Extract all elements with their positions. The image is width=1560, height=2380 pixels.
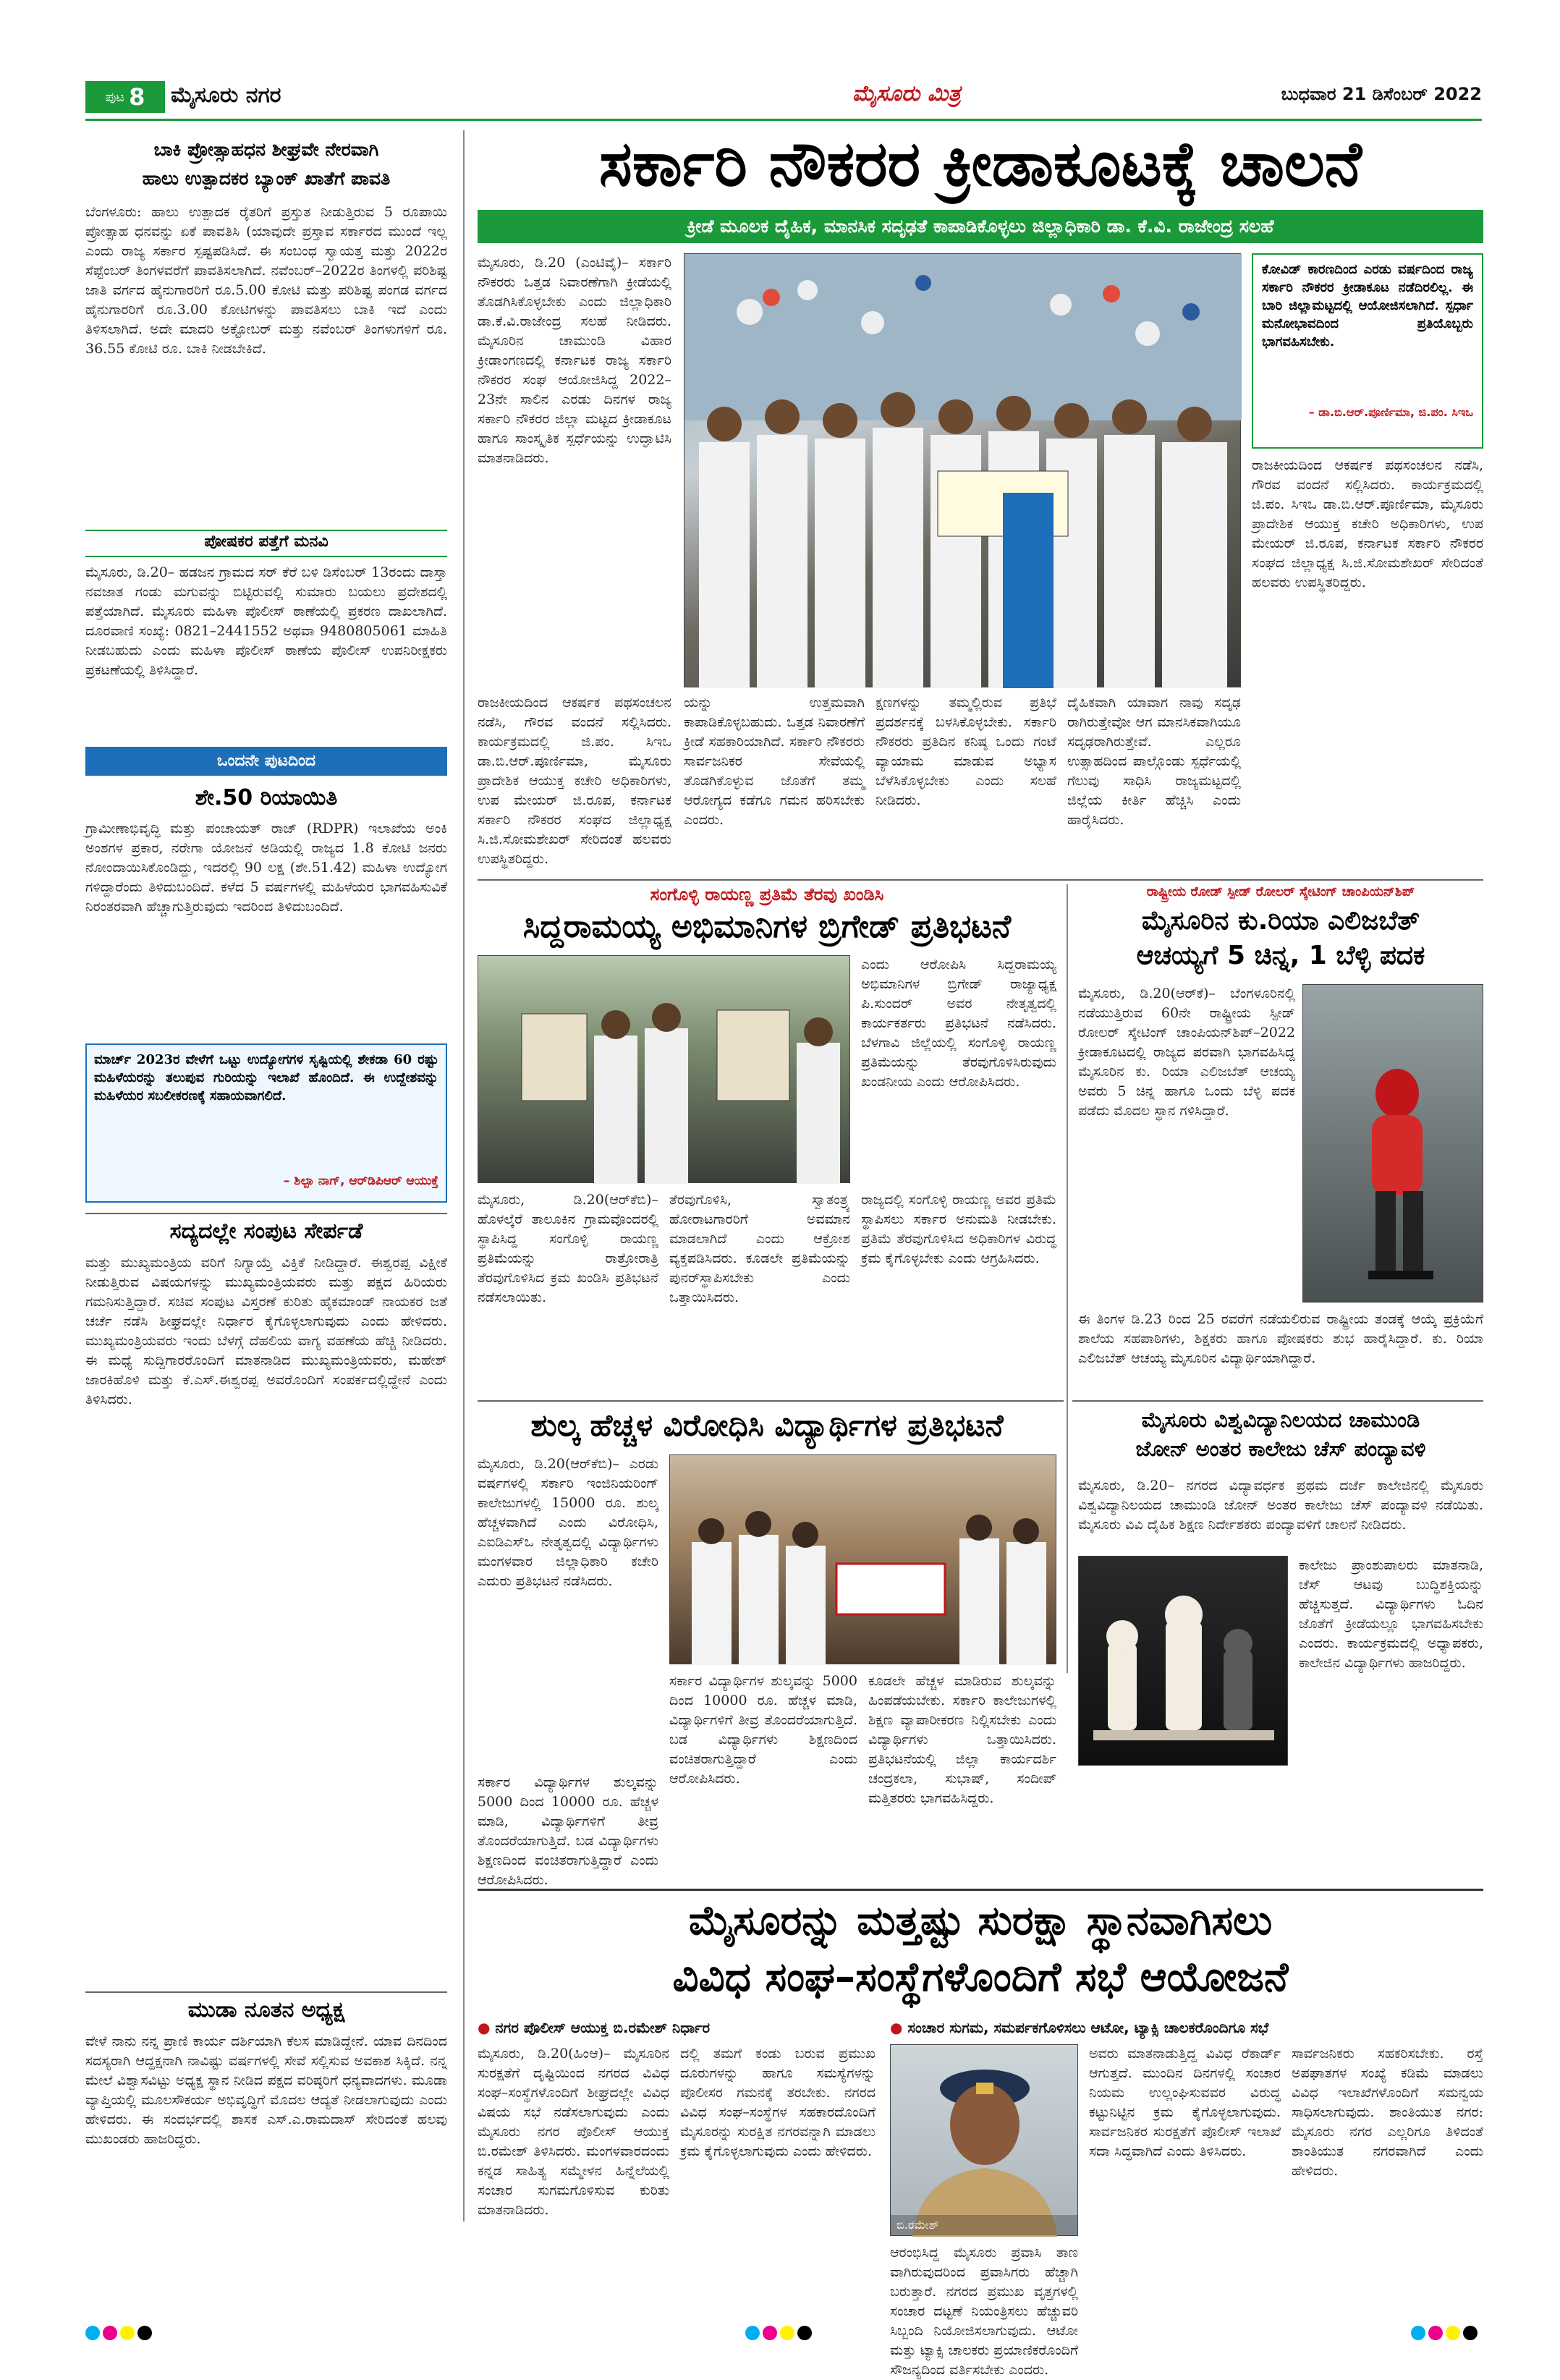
story1-headline-line1: ಬಾಕಿ ಪ್ರೋತ್ಸಾಹಧನ ಶೀಘ್ರವೇ ನೇರವಾಗಿ [153,139,379,160]
skating-bottom-rule [1072,1400,1483,1402]
lead-col-right: ರಾಜಕೀಯದಿಂದ ಆಕರ್ಷಕ ಪಥಸಂಚಲನ ನಡೆಸಿ, ಗೌರವ ವಂದನೆ ಸಲ್ಲಿಸಿದರು. ಕಾರ್ಯಕ್ರಮದಲ್ಲಿ ಜಿ.ಪಂ. ಸಿಇಒ ಡಾ.ಬಿ.ಆರ್.ಪೂರ್ಣಿಮಾ, ಮೈಸೂರು ಪ್ರಾದೇಶಿಕ ಆಯುಕ್ತ ಕಚೇರಿ ಅಧಿಕಾರಿಗಳು, ಉಪ ಮೇಯರ್ ಜಿ.ರೂಪ, ಕರ್ನಾಟಕ ಸರ್ಕಾರಿ ನೌಕರರ ಸಂಘದ ಜಿಲ್ಲಾಧ್ಯಕ್ಷ ಸಿ.ಜಿ.ಸೋಮಶೇಖರ್ ಸೇರಿದಂತೆ ಹಲವರು ಉಪಸ್ಥಿತರಿದ್ದರು. [1252,457,1483,590]
left-column-divider [463,130,465,2222]
chess-headline-line2: ಜೋನ್ ಅಂತರ ಕಾಲೇಜು ಚೆಸ್ ಪಂದ್ಯಾವಳಿ [1135,1436,1426,1461]
page-number: 8 [129,83,145,111]
police-officer-illustration [891,2045,1079,2237]
red-bullet-icon: ● [478,2019,491,2036]
story3-body: ಗ್ರಾಮೀಣಾಭಿವೃದ್ಧಿ ಮತ್ತು ಪಂಚಾಯತ್ ರಾಜ್ (RDPR) ಇಲಾಖೆಯ ಅಂಕಿ ಅಂಶಗಳ ಪ್ರಕಾರ, ನರೇಗಾ ಯೋಜನೆ ಅಡಿಯಲ್ಲಿ ರಾಜ್ಯದ 1.8 ಕೋಟಿ ಜನರು ನೋಂದಾಯಿಸಿಕೊಂಡಿದ್ದು, ಇದರಲ್ಲಿ 90 ಲಕ್ಷ (ಶೇ.51.42) ಮಹಿಳಾ ಉದ್ಯೋಗ ಗಳಿದ್ದಾರೆಂದು ತಿಳಿದುಬಂದಿದೆ. ಕಳೆದ 5 ವರ್ಷಗಳಲ್ಲಿ ಮಹಿಳೆಯರ ಭಾಗವಹಿಸುವಿಕೆ ನಿರಂತರವಾಗಿ ಹೆಚ್ಚಾಗುತ್ತಿರುವುದು ಇದರಿಂದ ತಿಳಿದುಬಂದಿದೆ. [85,821,447,915]
fees-photo-illustration [670,1455,1057,1665]
registration-dot-yellow [1446,2326,1460,2340]
story3-quote-box [85,1043,447,1203]
skating-kicker: ರಾಷ್ಟ್ರೀಯ ರೋಡ್ ಸ್ಪೀಡ್ ರೋಲರ್ ಸ್ಕೇಟಿಂಗ್ ಚಾಂಪಿಯನ್‌ಶಿಪ್ [1146,884,1415,899]
registration-dot-yellow [120,2326,135,2340]
story5-body: ವೇಳೆ ನಾನು ನನ್ನ ಪ್ರಾಣಿ ಕಾರ್ಯ ದರ್ಶಿಯಾಗಿ ಕೆಲಸ ಮಾಡಿದ್ದೇನೆ. ಯಾವ ದಿನದಿಂದ ಸದಸ್ಯರಾಗಿ ಆದ್ದಕ್ಷನಾಗಿ ನಾವಿಷ್ಟು ವರ್ಷಗಳಲ್ಲಿ ಸೇವೆ ಸಲ್ಲಿಸುವ ಅವಕಾಶ ಸಿಕ್ಕಿದೆ. ನನ್ನ ಮೇಲೆ ವಿಶ್ವಾಸವಿಟ್ಟು ಅಧ್ಯಕ್ಷ ಸ್ಥಾನ ನೀಡಿದ ಪಕ್ಷದ ವರಿಷ್ಠರಿಗೆ ಧನ್ಯವಾದಗಳು. ಮೂಡಾ ವ್ಯಾಪ್ತಿಯಲ್ಲಿ ಮೂಲಸೌಕರ್ಯ ಅಭಿವೃದ್ಧಿಗೆ ಮೊದಲ ಆದ್ಯತೆ ನೀಡಲಾಗುವುದು ಎಂದು ಹೇಳಿದರು. ಈ ಸಂದರ್ಭದಲ್ಲಿ ಶಾಸಕ ಎಸ್.ಎ.ರಾಮದಾಸ್ ಸೇರಿದಂತೆ ಹಲವು ಮುಖಂಡರು ಹಾಜರಿದ್ದರು. [85,2033,447,2147]
paper-name: ಮೈಸೂರು ಮಿತ್ರ [852,81,961,106]
registration-dot-yellow [780,2326,794,2340]
police-col2: ದಲ್ಲಿ ತಮಗೆ ಕಂಡು ಬರುವ ಪ್ರಮುಖ ದೂರುಗಳನ್ನು ಹಾಗೂ ಸಮಸ್ಯೆಗಳನ್ನು ಪೊಲೀಸರ ಗಮನಕ್ಕೆ ತರಬೇಕು. ನಗರದ ವಿವಿಧ ಸಂಘ–ಸಂಸ್ಥೆಗಳ ಸಹಕಾರದೊಂದಿಗೆ ಮೈಸೂರನ್ನು ಸುರಕ್ಷಿತ ನಗರವನ್ನಾಗಿ ಮಾಡಲು ಕ್ರಮ ಕೈಗೊಳ್ಳಲಾಗುವುದು ಎಂದು ಹೇಳಿದರು. [680,2046,876,2159]
lead-quote: ಕೋವಿಡ್ ಕಾರಣದಿಂದ ಎರಡು ವರ್ಷದಿಂದ ರಾಜ್ಯ ಸರ್ಕಾರಿ ನೌಕರರ ಕ್ರೀಡಾಕೂಟ ನಡೆದಿರಲಿಲ್ಲ. ಈ ಬಾರಿ ಜಿಲ್ಲಾಮಟ್ಟದಲ್ಲಿ ಆಯೋಜಿಸಲಾಗಿದೆ. ಸ್ಪರ್ಧಾ ಮನೋಭಾವದಿಂದ ಪ್ರತಿಯೊಬ್ಬರು ಭಾಗವಹಿಸಬೇಕು. [1262,262,1473,350]
registration-dot-magenta [1428,2326,1443,2340]
skater-illustration [1303,985,1484,1303]
masthead [85,81,1482,117]
story1-headline-line2: ಹಾಲು ಉತ್ಪಾದಕರ ಬ್ಯಾಂಕ್ ಖಾತೆಗೆ ಪಾವತಿ [142,168,391,189]
lead-photo [684,253,1241,687]
rayanna-photo [478,955,850,1183]
lead-quote-attr: – ಡಾ.ಬಿ.ಆರ್.ಪೂರ್ಣಿಮಾ, ಜಿ.ಪಂ. ಸಿಇಒ [1308,405,1473,419]
rayanna-headline: ಸಿದ್ದರಾಮಯ್ಯ ಅಭಿಮಾನಿಗಳ ಬ್ರಿಗೇಡ್ ಪ್ರತಿಭಟನೆ [522,908,1012,945]
lead-photo-people-illustration [684,254,1242,688]
fees-body2: ಸರ್ಕಾರ ವಿದ್ಯಾರ್ಥಿಗಳ ಶುಲ್ಕವನ್ನು 5000 ದಿಂದ 10000 ರೂ. ಹೆಚ್ಚಳ ಮಾಡಿ, ವಿದ್ಯಾರ್ಥಿಗಳಿಗೆ ತೀವ್ರ ತೊಂದರೆಯಾಗುತ್ತಿದೆ. ಬಡ ವಿದ್ಯಾರ್ಥಿಗಳು ಶಿಕ್ಷಣದಿಂದ ವಂಚಿತರಾಗುತ್ತಿದ್ದಾರೆ ಎಂದು ಆರೋಪಿಸಿದರು. [669,1673,857,1787]
registration-dot-black [1463,2326,1478,2340]
chess-pieces-illustration [1079,1557,1289,1766]
story5-headline: ಮುಡಾ ನೂತನ ಅಧ್ಯಕ್ಷ [187,1997,345,2023]
lead-col1: ಮೈಸೂರು, ಡಿ.20 (ಎಂಟಿವೈ)– ಸರ್ಕಾರಿ ನೌಕರರು ಒತ್ತಡ ನಿವಾರಣೆಗಾಗಿ ಕ್ರೀಡೆಯಲ್ಲಿ ತೊಡಗಿಸಿಕೊಳ್ಳಬೇಕು ಎಂದು ಜಿಲ್ಲಾಧಿಕಾರಿ ಡಾ.ಕೆ.ವಿ.ರಾಜೇಂದ್ರ ಸಲಹೆ ನೀಡಿದರು. ಮೈಸೂರಿನ ಚಾಮುಂಡಿ ವಿಹಾರ ಕ್ರೀಡಾಂಗಣದಲ್ಲಿ ಕರ್ನಾಟಕ ರಾಜ್ಯ ಸರ್ಕಾರಿ ನೌಕರರ ಸಂಘ ಆಯೋಜಿಸಿದ್ದ 2022–23ನೇ ಸಾಲಿನ ಎರಡು ದಿನಗಳ ರಾಜ್ಯ ಸರ್ಕಾರಿ ನೌಕರರ ಜಿಲ್ಲಾ ಮಟ್ಟದ ಕ್ರೀಡಾಕೂಟ ಹಾಗೂ ಸಾಂಸ್ಕೃತಿಕ ಸ್ಪರ್ಧೆಯನ್ನು ಉದ್ಘಾಟಿಸಿ ಮಾತನಾಡಿದರು. [478,255,671,466]
left-column [85,130,447,2222]
registration-dot-cyan [745,2326,760,2340]
lead-quote-box [1252,253,1483,449]
story2-body: ಮೈಸೂರು, ಡಿ.20– ಹಡಜನ ಗ್ರಾಮದ ಸರ್ ಕೆರೆ ಬಳಿ ಡಿಸೆಂಬರ್ 13ರಂದು ದಾಸ್ತಾ ನವಜಾತ ಗಂಡು ಮಗುವನ್ನು ಬಿಟ್ಟಿರುವಲ್ಲಿ ಸುಮಾರು ಬಯಲು ಪ್ರದೇಶದಲ್ಲಿ ಪತ್ತೆಯಾಗಿದೆ. ಮೈಸೂರು ಮಹಿಳಾ ಪೊಲೀಸ್ ಠಾಣೆಯಲ್ಲಿ ಪ್ರಕರಣ ದಾಖಲಾಗಿದೆ. ದೂರವಾಣಿ ಸಂಖ್ಯೆ: 0821–2441552 ಅಥವಾ 9480805061 ಮಾಹಿತಿ ನೀಡಬಹುದು ಎಂದು ಮಹಿಳಾ ಪೊಲೀಸ್ ಠಾಣೆಯ ಪೊಲೀಸ್ ಉಪನಿರೀಕ್ಷಕರು ಪ್ರಕಟಣೆಯಲ್ಲಿ ತಿಳಿಸಿದ್ದಾರೆ. [85,564,447,678]
rayanna-body3: ತೆರವುಗೊಳಿಸಿ, ಸ್ವಾತಂತ್ರ್ಯ ಹೋರಾಟಗಾರರಿಗೆ ಅವಮಾನ ಮಾಡಲಾಗಿದೆ ಎಂದು ಆಕ್ರೋಶ ವ್ಯಕ್ತಪಡಿಸಿದರು. ಕೂಡಲೇ ಪ್ರತಿಮೆಯನ್ನು ಪುನರ್‌ಸ್ಥಾಪಿಸಬೇಕು ಎಂದು ಒತ್ತಾಯಿಸಿದರು. [669,1192,850,1305]
police-photo-caption: ಬಿ.ರಮೇಶ್ [891,2215,1077,2235]
continued-bar: ಒಂದನೇ ಪುಟದಿಂದ [85,747,447,776]
registration-dot-black [137,2326,152,2340]
skating-photo [1302,984,1483,1303]
story1-body: ಬೆಂಗಳೂರು: ಹಾಲು ಉತ್ಪಾದಕ ರೈತರಿಗೆ ಪ್ರಸ್ತುತ ನೀಡುತ್ತಿರುವ 5 ರೂಪಾಯಿ ಪ್ರೋತ್ಸಾಹ ಧನವನ್ನು ಏಕೆ ಪಾವತಿಸಿ (ಯಾವುದೇ ಪ್ರಸ್ತಾವ ಸರ್ಕಾರದ ಮುಂದೆ ಇಲ್ಲ ಎಂದು ರಾಜ್ಯ ಸರ್ಕಾರ ಸ್ಪಷ್ಟಪಡಿಸಿದೆ. ಈ ಸಂಬಂಧ ಸ್ವಾಯತ್ತ ಮತ್ತು 2022ರ ಸೆಪ್ಟೆಂಬರ್ ತಿಂಗಳವರೆಗೆ ಪಾವತಿಸಲಾಗಿದೆ. ನವೆಂಬರ್–2022ರ ತಿಂಗಳಲ್ಲಿ ಪರಿಶಿಷ್ಟ ಜಾತಿ ವರ್ಗದ ಹೈನುಗಾರರಿಗೆ ರೂ.5.00 ಕೋಟಿ ಮತ್ತು ಪರಿಶಿಷ್ಟ ಪಂಗಡ ವರ್ಗದ ಹೈನುಗಾರರಿಗೆ ರೂ.3.00 ಕೋಟಿಗಳನ್ನು ಪಾವತಿಸಲು ಬಾಕಿ ಇದೆ ಎಂದು ತಿಳಿಸಲಾಗಿದೆ. ಅದೇ ಮಾದರಿ ಅಕ್ಟೋಬರ್ ಮತ್ತು ನವೆಂಬರ್ ತಿಂಗಳುಗಳಿಗೆ ರೂ. 36.55 ಕೋಟಿ ರೂ. ಬಾಕಿ ನೀಡಬೇಕಿದೆ. [85,204,447,357]
story2-headline: ಪೋಷಕರ ಪತ್ತೆಗೆ ಮನವಿ [204,533,328,551]
story3-headline: ಶೇ.50 ರಿಯಾಯಿತಿ [195,785,338,810]
rayanna-kicker: ಸಂಗೊಳ್ಳಿ ರಾಯಣ್ಣ ಪ್ರತಿಮೆ ತೆರವು ಖಂಡಿಸಿ [650,884,884,905]
skating-headline-line1: ಮೈಸೂರಿನ ಕು.ರಿಯಾ ಎಲಿಜಬೆತ್ [1141,906,1420,936]
police-col3: ಆರಂಭಿಸಿದ್ದ ಮೈಸೂರು ಪ್ರವಾಸಿ ತಾಣ ವಾಗಿರುವುದರಿಂದ ಪ್ರವಾಸಿಗರು ಹೆಚ್ಚಾಗಿ ಬರುತ್ತಾರೆ. ನಗರದ ಪ್ರಮುಖ ವೃತ್ತಗಳಲ್ಲಿ ಸಂಚಾರ ದಟ್ಟಣೆ ನಿಯಂತ್ರಿಸಲು ಹೆಚ್ಚುವರಿ ಸಿಬ್ಬಂದಿ ನಿಯೋಜಿಸಲಾಗುವುದು. ಆಟೋ ಮತ್ತು ಟ್ಯಾಕ್ಸಿ ಚಾಲಕರು ಪ್ರಯಾಣಿಕರೊಂದಿಗೆ ಸೌಜನ್ಯದಿಂದ ವರ್ತಿಸಬೇಕು ಎಂದರು. [890,2245,1078,2378]
lead-col-bottom-3: ದೈಹಿಕವಾಗಿ ಯಾವಾಗ ನಾವು ಸದೃಢ ರಾಗಿರುತ್ತೇವೋ ಆಗ ಮಾನಸಿಕವಾಗಿಯೂ ಸದೃಢರಾಗಿರುತ್ತೇವೆ. ಎಲ್ಲರೂ ಉತ್ಸಾಹದಿಂದ ಪಾಲ್ಗೊಂಡು ಸ್ಪರ್ಧೆಯಲ್ಲಿ ಗೆಲುವು ಸಾಧಿಸಿ ರಾಜ್ಯಮಟ್ಟದಲ್ಲಿ ಜಿಲ್ಲೆಯ ಕೀರ್ತಿ ಹೆಚ್ಚಿಸಿ ಎಂದು ಹಾರೈಸಿದರು. [1067,695,1241,828]
rayanna-photo-illustration [478,956,851,1184]
rayanna-bottom-rule [478,1400,1064,1402]
section-title: ಮೈಸೂರು ನಗರ [171,82,281,108]
police-col4: ಅವರು ಮಾತನಾಡುತ್ತಿದ್ದ ವಿವಿಧ ರೆಕಾರ್ಡ್ ಆಗುತ್ತದೆ. ಮುಂದಿನ ದಿನಗಳಲ್ಲಿ ಸಂಚಾರ ನಿಯಮ ಉಲ್ಲಂಘಿಸುವವರ ವಿರುದ್ಧ ಕಟ್ಟುನಿಟ್ಟಿನ ಕ್ರಮ ಕೈಗೊಳ್ಳಲಾಗುವುದು. ಸಾರ್ವಜನಿಕರ ಸುರಕ್ಷತೆಗೆ ಪೊಲೀಸ್ ಇಲಾಖೆ ಸದಾ ಸಿದ್ಧವಾಗಿದೆ ಎಂದು ತಿಳಿಸಿದರು. [1089,2046,1281,2159]
chess-headline-line1: ಮೈಸೂರು ವಿಶ್ವವಿದ್ಯಾನಿಲಯದ ಚಾಮುಂಡಿ [1141,1407,1420,1432]
rayanna-body1: ಎಂದು ಆರೋಪಿಸಿ ಸಿದ್ದರಾಮಯ್ಯ ಅಭಿಮಾನಿಗಳ ಬ್ರಿಗೇಡ್ ರಾಜ್ಯಾಧ್ಯಕ್ಷ ಪಿ.ಸುಂದರ್ ಅವರ ನೇತೃತ್ವದಲ್ಲಿ ಕಾರ್ಯಕರ್ತರು ಪ್ರತಿಭಟನೆ ನಡೆಸಿದರು. ಬೆಳಗಾವಿ ಜಿಲ್ಲೆಯಲ್ಲಿ ಸಂಗೊಳ್ಳಿ ರಾಯಣ್ಣ ಪ್ರತಿಮೆಯನ್ನು ತೆರವುಗೊಳಿಸಿರುವುದು ಖಂಡನೀಯ ಎಂದು ಆರೋಪಿಸಿದರು. [861,957,1056,1090]
story3-quote: ಮಾರ್ಚ್ 2023ರ ವೇಳೆಗೆ ಒಟ್ಟು ಉದ್ಯೋಗಗಳ ಸೃಷ್ಟಿಯಲ್ಲಿ ಶೇಕಡಾ 60 ರಷ್ಟು ಮಹಿಳೆಯರನ್ನು ತಲುಪುವ ಗುರಿಯನ್ನು ಇಲಾಖೆ ಹೊಂದಿದೆ. ಈ ಉದ್ದೇಶವನ್ನು ಮಹಿಳೆಯರ ಸಬಲೀಕರಣಕ್ಕೆ ಸಹಾಯವಾಗಲಿದೆ. [94,1052,438,1104]
police-kicker-2 [890,2019,1483,2036]
story3-quote-attr: – ಶಿಲ್ಪಾ ನಾಗ್, ಆರ್‌ಡಿಪಿಆರ್ ಆಯುಕ್ತೆ [283,1174,438,1188]
rayanna-body4: ರಾಜ್ಯದಲ್ಲಿ ಸಂಗೊಳ್ಳಿ ರಾಯಣ್ಣ ಅವರ ಪ್ರತಿಮೆ ಸ್ಥಾಪಿಸಲು ಸರ್ಕಾರ ಅನುಮತಿ ನೀಡಬೇಕು. ಪ್ರತಿಮೆ ತೆರವುಗೊಳಿಸಿದ ಅಧಿಕಾರಿಗಳ ವಿರುದ್ಧ ಕ್ರಮ ಕೈಗೊಳ್ಳಬೇಕು ಎಂದು ಆಗ್ರಹಿಸಿದರು. [861,1192,1056,1266]
lead-col1-cont: ರಾಜಕೀಯದಿಂದ ಆಕರ್ಷಕ ಪಥಸಂಚಲನ ನಡೆಸಿ, ಗೌರವ ವಂದನೆ ಸಲ್ಲಿಸಿದರು. ಕಾರ್ಯಕ್ರಮದಲ್ಲಿ ಜಿ.ಪಂ. ಸಿಇಒ ಡಾ.ಬಿ.ಆರ್.ಪೂರ್ಣಿಮಾ, ಮೈಸೂರು ಪ್ರಾದೇಶಿಕ ಆಯುಕ್ತ ಕಚೇರಿ ಅಧಿಕಾರಿಗಳು, ಉಪ ಮೇಯರ್ ಜಿ.ರೂಪ, ಕರ್ನಾಟಕ ಸರ್ಕಾರಿ ನೌಕರರ ಸಂಘದ ಜಿಲ್ಲಾಧ್ಯಕ್ಷ ಸಿ.ಜಿ.ಸೋಮಶೇಖರ್ ಸೇರಿದಂತೆ ಹಲವರು ಉಪಸ್ಥಿತರಿದ್ದರು. [478,695,671,867]
police-top-rule [478,1889,1483,1891]
registration-dot-cyan [1411,2326,1425,2340]
lead-headline: ಸರ್ಕಾರಿ ನೌಕರರ ಕ್ರೀಡಾಕೂಟಕ್ಕೆ ಚಾಲನೆ [599,128,1362,200]
story5-top-rule [85,1991,447,1993]
police-kicker-1 [478,2019,883,2036]
police-headline-line1: ಮೈಸೂರನ್ನು ಮತ್ತಷ್ಟು ಸುರಕ್ಷಾ ಸ್ಥಾನವಾಗಿಸಲು [688,1897,1273,1944]
police-col1: ಮೈಸೂರು, ಡಿ.20(ಹಿಂಆ)– ಮೈಸೂರಿನ ಸುರಕ್ಷತೆಗೆ ದೃಷ್ಟಿಯಿಂದ ನಗರದ ವಿವಿಧ ಸಂಘ–ಸಂಸ್ಥೆಗಳೊಂದಿಗೆ ಶೀಘ್ರದಲ್ಲೇ ವಿವಿಧ ವಿಷಯ ಸಭೆ ನಡೆಸಲಾಗುವುದು ಎಂದು ಮೈಸೂರು ನಗರ ಪೊಲೀಸ್ ಆಯುಕ್ತ ಬಿ.ರಮೇಶ್ ತಿಳಿಸಿದರು. ಮಂಗಳವಾರದಂದು ಕನ್ನಡ ಸಾಹಿತ್ಯ ಸಮ್ಮೇಳನ ಹಿನ್ನೆಲೆಯಲ್ಲಿ ಸಂಚಾರ ಸುಗಮಗೊಳಿಸುವ ಕುರಿತು ಮಾತನಾಡಿದರು. [478,2046,669,2218]
rayanna-body2: ಮೈಸೂರು, ಡಿ.20(ಆರ್‌ಕೆಬಿ)– ಹೊಳಲ್ಕೆರೆ ತಾಲೂಕಿನ ಗ್ರಾಮವೊಂದರಲ್ಲಿ ಸ್ಥಾಪಿಸಿದ್ದ ಸಂಗೊಳ್ಳಿ ರಾಯಣ್ಣ ಪ್ರತಿಮೆಯನ್ನು ರಾತ್ರೋರಾತ್ರಿ ತೆರವುಗೊಳಿಸಿದ ಕ್ರಮ ಖಂಡಿಸಿ ಪ್ರತಿಭಟನೆ ನಡೆಸಲಾಯಿತು. [478,1192,658,1305]
story4-headline: ಸದ್ಯದಲ್ಲೇ ಸಂಪುಟ ಸೇರ್ಪಡೆ [169,1219,363,1244]
skating-body2: ಈ ತಿಂಗಳ ಡಿ.23 ರಿಂದ 25 ರವರೆಗೆ ನಡೆಯಲಿರುವ ರಾಷ್ಟ್ರೀಯ ತಂಡಕ್ಕೆ ಆಯ್ಕೆ ಪ್ರಕ್ರಿಯೆಗೆ ಶಾಲೆಯ ಸಹಪಾಠಿಗಳು, ಶಿಕ್ಷಕರು ಹಾಗೂ ಪೋಷಕರು ಶುಭ ಹಾರೈಸಿದ್ದಾರೆ. ಕು. ರಿಯಾ ಎಲಿಜಬೆತ್ ಆಚಯ್ಯ ಮೈಸೂರಿನ ವಿದ್ಯಾರ್ಥಿಯಾಗಿದ್ದಾರೆ. [1078,1311,1483,1366]
police-col5: ಸಾರ್ವಜನಿಕರು ಸಹಕರಿಸಬೇಕು. ರಸ್ತೆ ಅಪಘಾತಗಳ ಸಂಖ್ಯೆ ಕಡಿಮೆ ಮಾಡಲು ವಿವಿಧ ಇಲಾಖೆಗಳೊಂದಿಗೆ ಸಮನ್ವಯ ಸಾಧಿಸಲಾಗುವುದು. ಶಾಂತಿಯುತ ನಗರ: ಮೈಸೂರು ನಗರ ಎಲ್ಲರಿಗೂ ತಿಳಿದಂತೆ ಶಾಂತಿಯುತ ನಗರವಾಗಿದೆ ಎಂದು ಹೇಳಿದರು. [1292,2046,1483,2179]
chess-body2: ಕಾಲೇಜು ಪ್ರಾಂಶುಪಾಲರು ಮಾತನಾಡಿ, ಚೆಸ್ ಆಟವು ಬುದ್ಧಿಶಕ್ತಿಯನ್ನು ಹೆಚ್ಚಿಸುತ್ತದೆ. ವಿದ್ಯಾರ್ಥಿಗಳು ಓದಿನ ಜೊತೆಗೆ ಕ್ರೀಡೆಯಲ್ಲೂ ಭಾಗವಹಿಸಬೇಕು ಎಂದರು. ಕಾರ್ಯಕ್ರಮದಲ್ಲಿ ಅಧ್ಯಾಪಕರು, ಕಾಲೇಜಿನ ವಿದ್ಯಾರ್ಥಿಗಳು ಹಾಜರಿದ್ದರು. [1299,1557,1483,1671]
chess-body1: ಮೈಸೂರು, ಡಿ.20– ನಗರದ ವಿದ್ಯಾವರ್ಧಕ ಪ್ರಥಮ ದರ್ಜೆ ಕಾಲೇಜಿನಲ್ಲಿ ಮೈಸೂರು ವಿಶ್ವವಿದ್ಯಾನಿಲಯದ ಚಾಮುಂಡಿ ಜೋನ್ ಅಂತರ ಕಾಲೇಜು ಚೆಸ್ ಪಂದ್ಯಾವಳಿ ನಡೆಯಿತು. ಮೈಸೂರು ವಿವಿ ದೈಹಿಕ ಶಿಕ್ಷಣ ನಿರ್ದೇಶಕರು ಪಂದ್ಯಾವಳಿಗೆ ಚಾಲನೆ ನೀಡಿದರು. [1078,1478,1483,1533]
story4-top-rule [85,1213,447,1214]
fees-photo [669,1454,1056,1664]
skating-headline-line2: ಆಚಯ್ಯಗೆ 5 ಚಿನ್ನ, 1 ಬೆಳ್ಳಿ ಪದಕ [1136,941,1425,970]
lead-col-bottom-2: ಕ್ಷಣಗಳನ್ನು ತಮ್ಮಲ್ಲಿರುವ ಪ್ರತಿಭೆ ಪ್ರದರ್ಶನಕ್ಕೆ ಬಳಸಿಕೊಳ್ಳಬೇಕು. ಸರ್ಕಾರಿ ನೌಕರರು ಪ್ರತಿದಿನ ಕನಿಷ್ಠ ಒಂದು ಗಂಟೆ ವ್ಯಾಯಾಮ ಮಾಡುವ ಅಭ್ಯಾಸ ಬೆಳೆಸಿಕೊಳ್ಳಬೇಕು ಎಂದು ಸಲಹೆ ನೀಡಿದರು. [876,695,1056,808]
fees-body1-cont: ಸರ್ಕಾರ ವಿದ್ಯಾರ್ಥಿಗಳ ಶುಲ್ಕವನ್ನು 5000 ದಿಂದ 10000 ರೂ. ಹೆಚ್ಚಳ ಮಾಡಿ, ವಿದ್ಯಾರ್ಥಿಗಳಿಗೆ ತೀವ್ರ ತೊಂದರೆಯಾಗುತ್ತಿದೆ. ಬಡ ವಿದ್ಯಾರ್ಥಿಗಳು ಶಿಕ್ಷಣದಿಂದ ವಂಚಿತರಾಗುತ್ತಿದ್ದಾರೆ ಎಂದು ಆರೋಪಿಸಿದರು. [478,1774,658,1888]
police-commissioner-photo [890,2044,1078,2236]
story4-body: ಮತ್ತು ಮುಖ್ಯಮಂತ್ರಿಯ ವರಿಗೆ ನಿಗ್ಯಾಯ್ತೆ ವಿಕ್ತಿಕೆ ನೀಡಿದ್ದಾರೆ. ಈಶ್ವರಪ್ಪ ವಿಕ್ಷೀಕೆ ನೀಡುತ್ತಿರುವ ವಿಷಯಗಳನ್ನು ಮುಖ್ಯಮಂತ್ರಿಯವರು ಮತ್ತು ಪಕ್ಷದ ಹಿರಿಯರು ಗಮನಿಸುತ್ತಿದ್ದಾರೆ. ಸಚಿವ ಸಂಪುಟ ವಿಸ್ತರಣೆ ಕುರಿತು ಹೈಕಮಾಂಡ್ ನಾಯಕರ ಜತೆ ಚರ್ಚೆ ನಡೆಸಿ ಶೀಘ್ರದಲ್ಲೇ ನಿರ್ಧಾರ ಕೈಗೊಳ್ಳಲಾಗುವುದು ಎಂದು ಹೇಳಿದರು. ಮುಖ್ಯಮಂತ್ರಿಯವರು ಇಂದು ಬೆಳಗ್ಗೆ ದೆಹಲಿಯ ವಾಗ್ಯ ವಹಣೆಯ ಹೆಚ್ಚಿ ನೀಡಿದರು. ಈ ಮಧ್ಯೆ ಸುದ್ದಿಗಾರರೊಂದಿಗೆ ಮಾತನಾಡಿದ ಮುಖ್ಯಮಂತ್ರಿಯವರು, ಮಹೇಶ್ ಜಾರಕಿಹೊಳಿ ಮತ್ತು ಕೆ.ಎಸ್.ಈಶ್ವರಪ್ಪ ಅವರೊಂದಿಗೆ ಸಂಪರ್ಕದಲ್ಲಿದ್ದೇನೆ ಎಂದು ತಿಳಿಸಿದರು. [85,1255,447,1407]
issue-date: ಬುಧವಾರ 21 ಡಿಸೆಂಬರ್ 2022 [1281,84,1482,104]
registration-dot-cyan [85,2326,100,2340]
fees-headline: ಶುಲ್ಕ ಹೆಚ್ಚಳ ವಿರೋಧಿಸಿ ವಿದ್ಯಾರ್ಥಿಗಳ ಪ್ರತಿಭಟನೆ [530,1407,1004,1443]
lead-col-bottom-1: ಯನ್ನು ಉತ್ತಮವಾಗಿ ಕಾಪಾಡಿಕೊಳ್ಳಬಹುದು. ಒತ್ತಡ ನಿವಾರಣೆಗೆ ಕ್ರೀಡೆ ಸಹಕಾರಿಯಾಗಿದೆ. ಸರ್ಕಾರಿ ನೌಕರರು ಸಾರ್ವಜನಿಕರ ಸೇವೆಯಲ್ಲಿ ತೊಡಗಿಕೊಳ್ಳುವ ಜೊತೆಗೆ ತಮ್ಮ ಆರೋಗ್ಯದ ಕಡೆಗೂ ಗಮನ ಹರಿಸಬೇಕು ಎಂದರು. [684,695,865,828]
registration-dot-magenta [103,2326,117,2340]
masthead-rule [85,119,1482,121]
police-kicker-2-text: ಸಂಚಾರ ಸುಗಮ, ಸಮರ್ಪಕಗೊಳಿಸಲು ಆಟೋ, ಟ್ಯಾಕ್ಸಿ ಚಾಲಕರೊಂದಿಗೂ ಸಭೆ [907,2019,1269,2036]
registration-dot-black [797,2326,812,2340]
police-headline-line2: ವಿವಿಧ ಸಂಘ–ಸಂಸ್ಥೆಗಳೊಂದಿಗೆ ಸಭೆ ಆಯೋಜನೆ [672,1954,1289,2001]
police-kicker-1-text: ನಗರ ಪೊಲೀಸ್ ಆಯುಕ್ತ ಬಿ.ರಮೇಶ್ ನಿರ್ಧಾರ [495,2019,711,2036]
fees-body1: ಮೈಸೂರು, ಡಿ.20(ಆರ್‌ಕೆಬಿ)– ಎರಡು ವರ್ಷಗಳಲ್ಲಿ ಸರ್ಕಾರಿ ಇಂಜಿನಿಯರಿಂಗ್ ಕಾಲೇಜುಗಳಲ್ಲಿ 15000 ರೂ. ಶುಲ್ಕ ಹೆಚ್ಚಳವಾಗಿದೆ ಎಂದು ವಿರೋಧಿಸಿ, ಎಐಡಿಎಸ್‌ಒ ನೇತೃತ್ವದಲ್ಲಿ ವಿದ್ಯಾರ್ಥಿಗಳು ಮಂಗಳವಾರ ಜಿಲ್ಲಾಧಿಕಾರಿ ಕಚೇರಿ ಎದುರು ಪ್ರತಿಭಟನೆ ನಡೆಸಿದರು. [478,1456,658,1589]
mid-divider [1067,884,1068,1673]
chess-photo [1078,1556,1288,1766]
lead-subhead: ಕ್ರೀಡೆ ಮೂಲಕ ದೈಹಿಕ, ಮಾನಸಿಕ ಸದೃಢತೆ ಕಾಪಾಡಿಕೊಳ್ಳಲು ಜಿಲ್ಲಾಧಿಕಾರಿ ಡಾ. ಕೆ.ವಿ. ರಾಜೇಂದ್ರ ಸಲಹೆ [478,210,1483,243]
skating-body1: ಮೈಸೂರು, ಡಿ.20(ಆರ್‌ಕೆ)– ಬೆಂಗಳೂರಿನಲ್ಲಿ ನಡೆಯುತ್ತಿರುವ 60ನೇ ರಾಷ್ಟ್ರೀಯ ಸ್ಪೀಡ್ ರೋಲರ್ ಸ್ಕೇಟಿಂಗ್ ಚಾಂಪಿಯನ್‌ಶಿಪ್–2022 ಕ್ರೀಡಾಕೂಟದಲ್ಲಿ ರಾಜ್ಯದ ಪರವಾಗಿ ಭಾಗವಹಿಸಿದ್ದ ಮೈಸೂರಿನ ಕು. ರಿಯಾ ಎಲಿಜಬೆತ್ ಆಚಯ್ಯ ಅವರು 5 ಚಿನ್ನ ಹಾಗೂ ಒಂದು ಬೆಳ್ಳಿ ಪದಕ ಪಡೆದು ಮೊದಲ ಸ್ಥಾನ ಗಳಿಸಿದ್ದಾರೆ. [1078,986,1295,1119]
page-label-box [85,81,165,113]
page-label: ಪುಟ [105,89,125,105]
fees-body3: ಕೂಡಲೇ ಹೆಚ್ಚಳ ಮಾಡಿರುವ ಶುಲ್ಕವನ್ನು ಹಿಂಪಡೆಯಬೇಕು. ಸರ್ಕಾರಿ ಕಾಲೇಜುಗಳಲ್ಲಿ ಶಿಕ್ಷಣ ವ್ಯಾಪಾರೀಕರಣ ನಿಲ್ಲಿಸಬೇಕು ಎಂದು ವಿದ್ಯಾರ್ಥಿಗಳು ಒತ್ತಾಯಿಸಿದರು. ಪ್ರತಿಭಟನೆಯಲ್ಲಿ ಜಿಲ್ಲಾ ಕಾರ್ಯದರ್ಶಿ ಚಂದ್ರಕಲಾ, ಸುಭಾಷ್, ಸಂದೀಪ್ ಮತ್ತಿತರರು ಭಾಗವಹಿಸಿದ್ದರು. [868,1673,1056,1806]
registration-dot-magenta [763,2326,777,2340]
lead-bottom-rule [478,879,1483,881]
red-bullet-icon: ● [890,2019,903,2036]
